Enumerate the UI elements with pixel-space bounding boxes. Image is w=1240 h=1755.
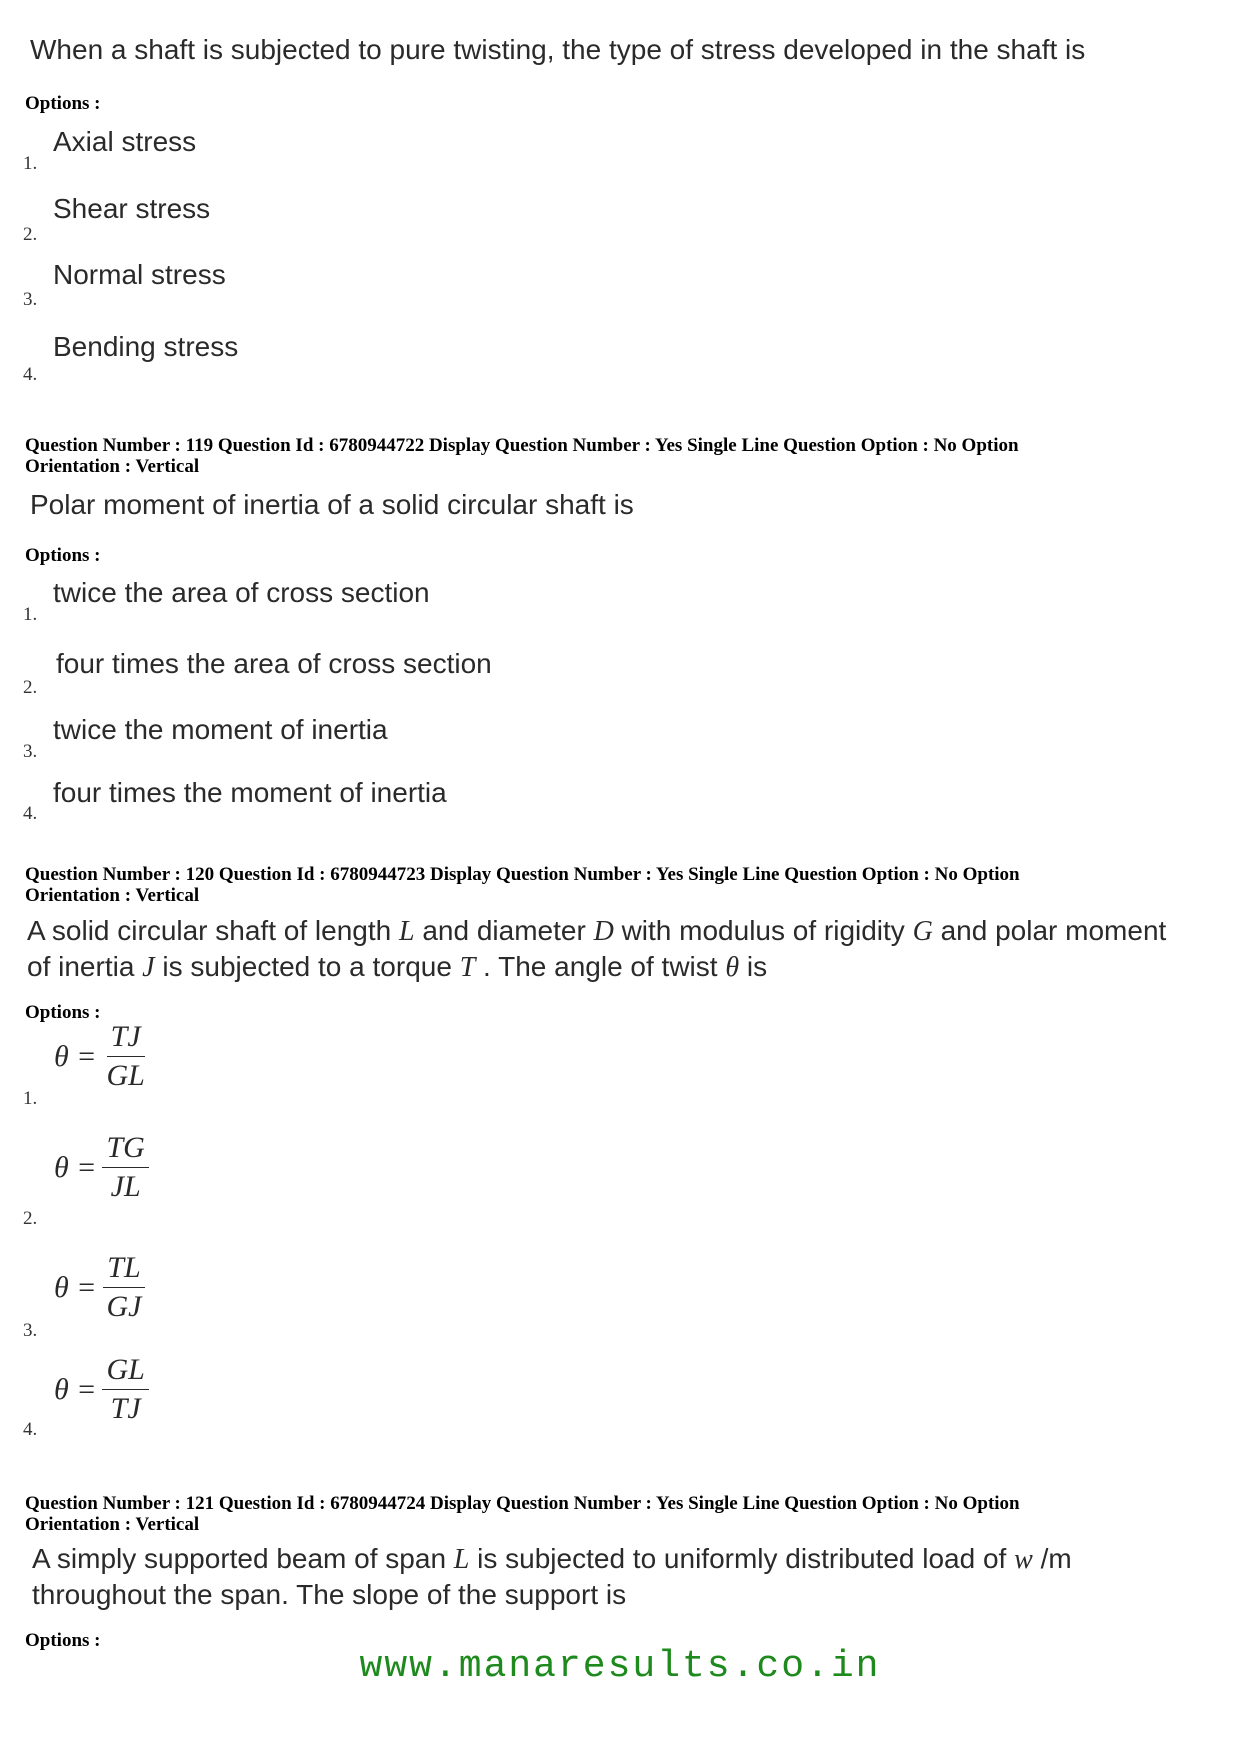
site-watermark: www.manaresults.co.in [359,1645,881,1688]
question-121-text-line1: A simply supported beam of span L is subjected to uniformly distributed load of w /m [32,1543,1072,1575]
question-120-meta: Question Number : 120 Question Id : 6780944723 Display Question Number : Yes Single Line Question Option : No Option [25,864,1020,885]
option-number: 3. [23,741,38,762]
option-number: 4. [23,1419,38,1440]
option-number: 1. [23,153,38,174]
option-number: 2. [23,677,38,698]
option-text: Bending stress [53,331,239,362]
options-label: Options : [25,545,101,566]
option-number: 3. [23,289,38,310]
option-text: Normal stress [53,259,226,290]
option-number: 4. [23,364,38,385]
option-number: 1. [23,604,38,625]
question-120-text-line1: A solid circular shaft of length L and diameter D with modulus of rigidity G and polar moment [27,915,1167,947]
option-text: Shear stress [53,193,211,224]
question-121-text-line2: throughout the span. The slope of the support is [32,1579,627,1610]
question-120-meta-orientation: Orientation : Vertical [25,885,200,906]
question-121-meta: Question Number : 121 Question Id : 6780944724 Display Question Number : Yes Single Line Question Option : No Option [25,1493,1020,1514]
option-formula: θ = $\frac{TG}{JL}$ [54,1131,149,1204]
option-number: 1. [23,1088,38,1109]
question-121-meta-orientation: Orientation : Vertical [25,1514,200,1535]
option-text: four times the area of cross section [56,648,492,679]
option-formula: θ = $\frac{TL}{GJ}$ [54,1251,145,1324]
option-number: 2. [23,224,38,245]
question-119-meta: Question Number : 119 Question Id : 6780944722 Display Question Number : Yes Single Line Question Option : No Option [25,435,1019,456]
option-number: 2. [23,1208,38,1229]
question-119-meta-orientation: Orientation : Vertical [25,456,200,477]
question-118-text: When a shaft is subjected to pure twisting, the type of stress developed in the shaft is [30,34,1086,65]
option-text: twice the moment of inertia [53,714,388,745]
options-label: Options : [25,93,101,114]
options-label: Options : [25,1630,101,1651]
option-text: twice the area of cross section [53,577,430,608]
option-text: four times the moment of inertia [53,777,447,808]
option-number: 3. [23,1320,38,1341]
option-text: Axial stress [53,126,197,157]
option-formula: θ = $\frac{TJ}{GL}$ [54,1020,145,1092]
question-120-text-line2: of inertia J is subjected to a torque T . The angle of twist θ is [27,951,768,983]
options-label: Options : [25,1002,101,1023]
option-formula: θ = $\frac{GL}{TJ}$ [54,1353,149,1426]
question-119-text: Polar moment of inertia of a solid circular shaft is [30,489,634,520]
option-number: 4. [23,803,38,824]
